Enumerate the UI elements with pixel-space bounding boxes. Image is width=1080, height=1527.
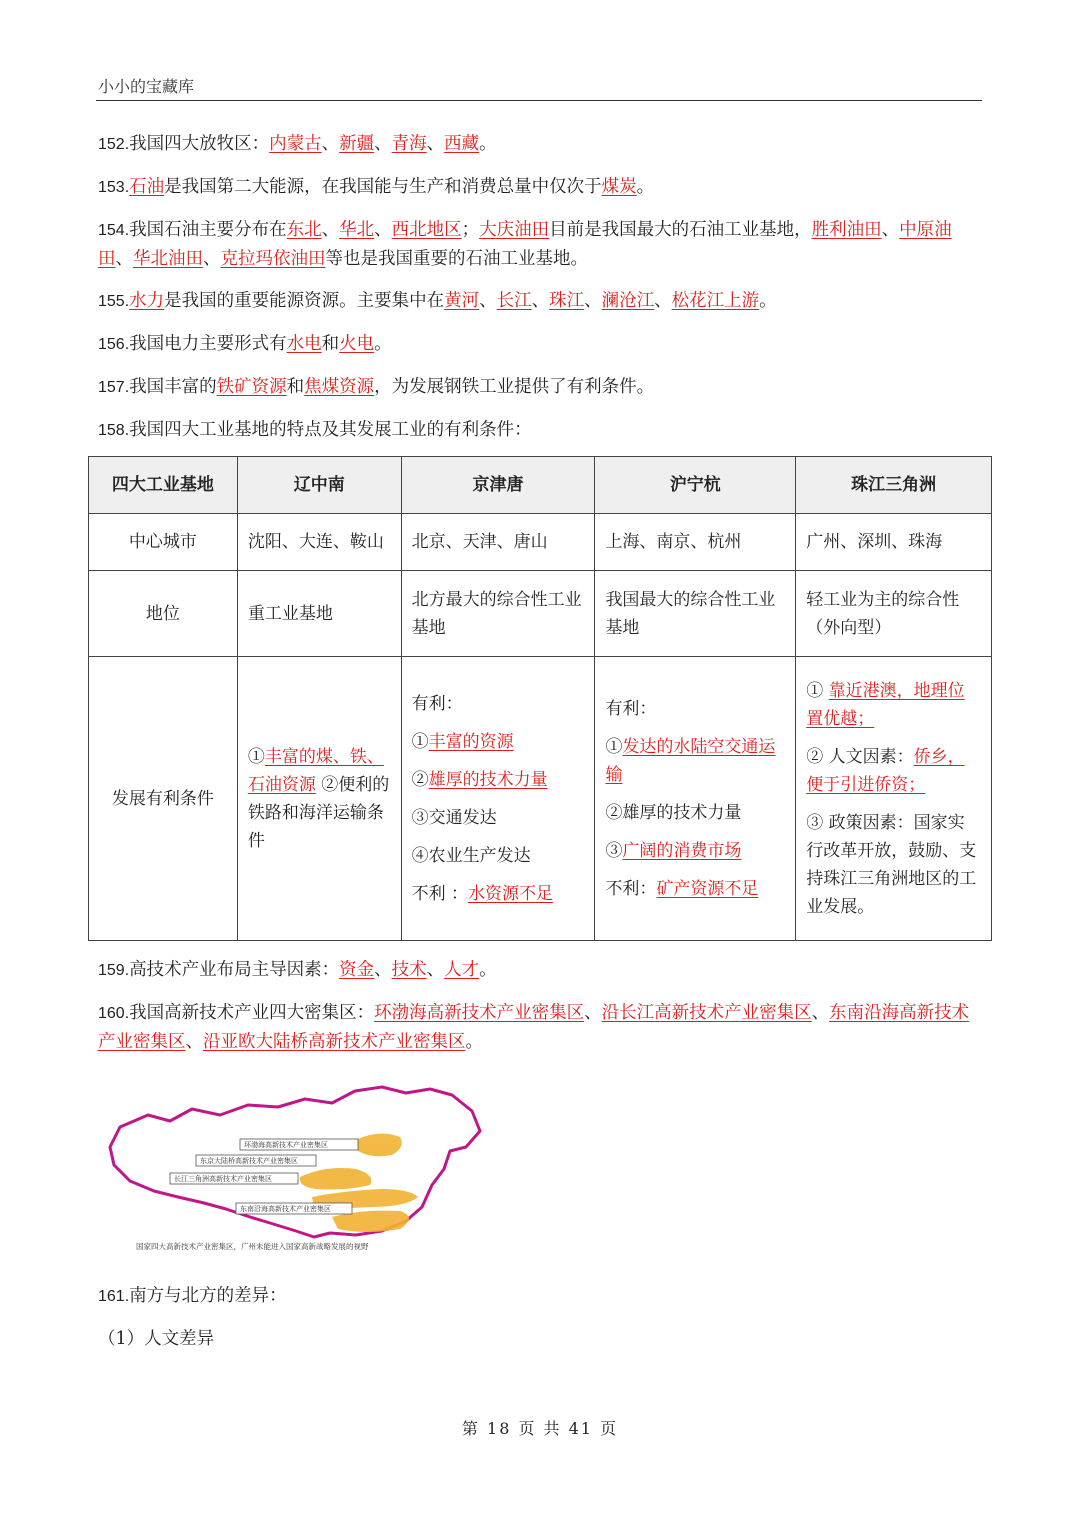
text: ① [247,746,265,767]
sep: 、 [321,134,340,154]
zone-label: 长江三角洲高新技术产业密集区 [174,1176,272,1183]
item-155 [98,287,982,316]
cell-line [412,880,585,908]
answer: 广阔的消费市场 [622,840,742,861]
table-cell: 我国最大的综合性工业基地 [595,571,796,657]
sep: 、 [479,291,497,311]
item-154 [98,216,982,273]
answer: 技术 [391,960,427,980]
sep: 、 [584,291,602,311]
row-label: 中心城市 [89,514,238,571]
text: ③ [605,840,623,861]
sep: 、 [185,1032,203,1052]
end: 。 [465,1032,483,1052]
text: 我国电力主要形式有 [129,334,287,354]
text: 我国高新技术产业四大密集区： [129,1003,375,1023]
header-divider [96,100,982,101]
item-number: 161. [98,1288,130,1305]
table-cell [237,657,401,941]
cell-line [605,733,785,789]
answer: 华北 [339,220,375,240]
item-number: 153. [98,179,130,196]
sep: 、 [426,134,445,154]
end: 。 [479,960,497,980]
page-number: 第 18 页 共 41 页 [461,1419,619,1438]
item-159 [98,956,982,985]
answer: 新疆 [339,134,375,154]
row-label: 发展有利条件 [89,657,238,941]
text: 不利： [605,878,657,899]
answer: 丰富的资源 [428,731,514,752]
answer: 长江 [496,291,532,311]
cell-line [806,677,981,733]
item-156 [98,330,982,359]
table-header-cell: 四大工业基地 [89,457,238,514]
table-cell: 沈阳、大连、鞍山 [237,514,401,571]
text: 我国四大放牧区： [129,134,270,154]
table-cell: 轻工业为主的综合性（外向型） [796,571,992,657]
answer: 西藏 [444,134,480,154]
text: 目前是我国最大的石油工业基地， [549,220,812,240]
item-152 [98,130,982,159]
text: 我国丰富的 [129,377,217,397]
answer: 环渤海高新技术产业密集区 [374,1003,585,1023]
answer: 铁矿资源 [216,377,287,397]
item-number: 155. [98,293,130,310]
answer: 丰富的煤、铁、石油资源 [247,746,384,795]
sep: 、 [881,220,900,240]
table-cell [401,657,595,941]
text: 不利 ： [411,883,469,904]
answer: 东南沿海高新技术产业密集区 [98,1003,970,1052]
end: 。 [759,291,777,311]
item-160 [98,999,982,1056]
table-header-row [89,457,992,514]
item-number: 154. [98,222,130,239]
map-caption: 国家四大高新技术产业密集区，广州未能进入国家高新战略发展的视野 [136,1242,369,1251]
table-header-cell: 珠江三角洲 [796,457,992,514]
item-number: 157. [98,379,130,396]
table-row [89,514,992,571]
table-header-cell: 辽中南 [237,457,401,514]
end: 。 [374,334,392,354]
content-block-3 [98,1282,982,1367]
answer: 侨乡，便于引进侨资； [806,746,965,795]
text: ② 人文因素： [806,746,914,767]
answer: 水资源不足 [468,883,554,904]
sep: 、 [374,220,392,240]
sep: 、 [203,249,221,269]
answer: 华北油田 [133,249,203,269]
table-cell [595,657,796,941]
text: 是我国的重要能源资源。主要集中在 [164,291,445,311]
sep: 、 [811,1003,830,1023]
sep: 、 [374,960,392,980]
answer: 大庆油田 [479,220,550,240]
answer: 煤炭 [601,177,637,197]
industrial-bases-table [88,456,992,941]
answer: 石油 [129,177,165,197]
text: ③ 政策因素：国家实行改革开放，鼓励、支持珠江三角洲地区的工业发展。 [806,812,977,917]
text: 有利： [605,698,657,719]
cell-line [806,743,981,799]
answer: 水力 [129,291,165,311]
row-label: 地位 [89,571,238,657]
table-cell [796,657,992,941]
answer: 内蒙古 [269,134,322,154]
answer: 沿长江高新技术产业密集区 [601,1003,812,1023]
answer: 克拉玛依油田 [220,249,326,269]
text: 有利： [411,693,463,714]
text: ② [411,769,429,790]
sep: 、 [584,1003,602,1023]
sep: 、 [374,134,392,154]
item-number: 160. [98,1005,130,1022]
text: ④农业生产发达 [411,845,531,866]
answer: 矿产资源不足 [656,878,759,899]
sep: 、 [115,249,133,269]
answer: 中原油田 [98,220,952,269]
answer: 沿亚欧大陆桥高新技术产业密集区 [203,1032,466,1052]
text: 南方与北方的差异： [129,1286,287,1306]
answer: 发达的水陆空交通运输 [605,736,776,785]
zone-label: 环渤海高新技术产业密集区 [244,1142,328,1149]
end: 。 [479,134,497,154]
cell-line [605,875,785,903]
table-cell: 北京、天津、唐山 [401,514,595,571]
answer: 东北 [286,220,322,240]
text: ②雄厚的技术力量 [605,802,742,823]
sub-heading: （1）人文差异 [98,1329,215,1349]
text: 我国石油主要分布在 [129,220,287,240]
answer: 胜利油田 [811,220,882,240]
answer: 青海 [391,134,427,154]
zone-label: 东南沿海高新技术产业密集区 [240,1206,331,1213]
table-cell: 广州、深圳、珠海 [796,514,992,571]
text: ① [411,731,429,752]
answer: 松花江上游 [671,291,760,311]
table-cell: 北方最大的综合性工业基地 [401,571,595,657]
item-158 [98,416,982,445]
answer: 资金 [339,960,375,980]
item-number: 159. [98,962,130,979]
item-number: 152. [98,136,130,153]
cell-line [412,766,585,794]
text: ① [806,680,829,701]
text: ②便利的铁路和海洋运输条件 [247,774,390,851]
table-cell: 上海、南京、杭州 [595,514,796,571]
answer: 雄厚的技术力量 [428,769,548,790]
sep: 、 [654,291,672,311]
end: 。 [636,177,655,197]
sep: 、 [426,960,445,980]
answer: 黄河 [444,291,480,311]
text: ③交通发达 [411,807,497,828]
text: 是我国第二大能源，在我国能与生产和消费总量中仅次于 [164,177,602,197]
item-153 [98,173,982,202]
item-number: 156. [98,336,130,353]
cell-line [412,728,585,756]
text: 和 [286,377,305,397]
table-cell: 重工业基地 [237,571,401,657]
header-title: 小小的宝藏库 [98,77,195,96]
content-block-2 [98,956,982,1070]
answer: 水电 [286,334,322,354]
table-row [89,657,992,941]
answer: 西北地区 [391,220,462,240]
table-header-cell: 京津唐 [401,457,595,514]
text: 高技术产业布局主导因素： [129,960,340,980]
answer: 焦煤资源 [304,377,375,397]
item-161 [98,1282,982,1311]
item-number: 158. [98,422,130,439]
table-row [89,571,992,657]
text: 和 [321,334,340,354]
text: 我国四大工业基地的特点及其发展工业的有利条件： [129,420,532,440]
text: ； [461,220,480,240]
zone-label: 东京大陆桥高新技术产业密集区 [200,1158,298,1165]
answer: 人才 [444,960,480,980]
item-157 [98,373,982,402]
sep: 、 [321,220,340,240]
text: ，为发展钢铁工业提供了有利条件。 [374,377,655,397]
zone-bohai [358,1133,402,1156]
answer: 靠近港澳，地理位置优越； [806,680,965,729]
sep: 、 [531,291,550,311]
answer: 火电 [339,334,375,354]
answer: 澜沧江 [601,291,655,311]
text: 等也是我国重要的石油工业基地。 [325,249,588,269]
table-header-cell: 沪宁杭 [595,457,796,514]
hightech-zones-map [100,1085,490,1255]
text: ① [605,736,623,757]
answer: 珠江 [549,291,585,311]
content-block [98,130,982,459]
cell-line [605,837,785,865]
